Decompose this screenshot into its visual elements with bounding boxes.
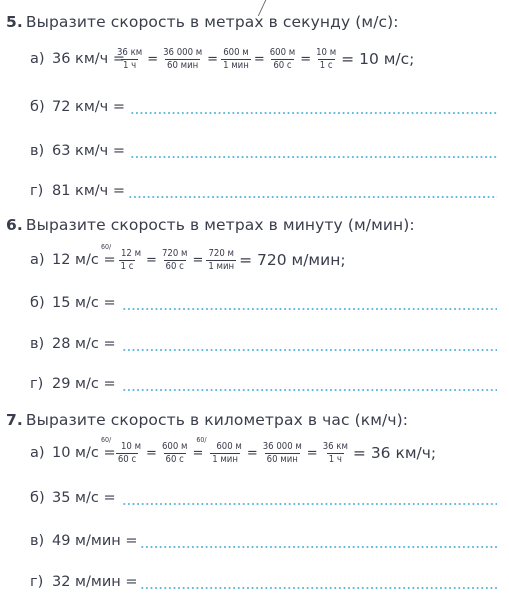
exercise-row-a (30, 39, 509, 79)
result: = 10 м/с; (341, 50, 415, 68)
equals-sign: = (306, 445, 318, 461)
exercise-label: а) 12 м/с = (30, 252, 116, 268)
task-heading-text: Выразите скорость в метрах в минуту (м/мин): (25, 216, 415, 234)
equals-sign: = (192, 445, 204, 461)
equals-sign: = (146, 252, 157, 268)
answer-line[interactable] (122, 308, 497, 310)
result: = 720 м/мин; (239, 251, 346, 269)
result: = 36 км/ч; (352, 444, 437, 462)
answer-line[interactable] (122, 503, 497, 505)
answer-line[interactable] (130, 112, 497, 114)
exercise-row-a (30, 433, 509, 473)
exercise-label: а) 36 км/ч = (30, 51, 125, 67)
worked-solution (101, 433, 437, 473)
fraction: $\frac{36 км}{1 ч}$ (117, 46, 143, 71)
fraction: $\frac{600 м}{60 с}$ (269, 46, 296, 71)
equals-sign: = (207, 51, 219, 67)
task-number: 5. (6, 13, 23, 31)
equals-sign: = (147, 51, 159, 67)
exercise-label: б) 35 м/с = (30, 490, 116, 506)
fraction: $\frac{720 м}{60 с}$ (161, 247, 188, 272)
answer-line[interactable] (130, 156, 497, 158)
fraction: $\frac{600 м}{60 с}$ (161, 440, 188, 465)
worked-solution (114, 39, 414, 79)
answer-line[interactable] (140, 546, 497, 548)
equals-sign: = (146, 445, 157, 461)
answer-line[interactable] (140, 587, 497, 589)
task-heading (6, 216, 415, 234)
answer-line[interactable] (128, 196, 497, 198)
task-heading-text: Выразите скорость в метрах в секунду (м/с): (25, 13, 399, 31)
answer-line[interactable] (122, 389, 497, 391)
fraction: $\frac{36 000 м}{\text{60 мин}}$ (262, 440, 302, 465)
exercise-label: а) 10 м/с = (30, 445, 116, 461)
fraction: 60/ 12 м 1 с (101, 242, 142, 272)
exercise-row-d (30, 364, 509, 404)
exercise-row-c (30, 131, 509, 171)
exercise-row-b (30, 478, 509, 518)
equals-sign: = (246, 445, 258, 461)
exercise-row-b (30, 87, 509, 127)
equals-sign: = (192, 252, 204, 268)
exercise-row-b (30, 283, 509, 323)
exercise-row-d (30, 562, 509, 602)
exercise-row-a (30, 240, 509, 280)
fraction: $\frac{36 000 м}{\text{60 мин}}$ (163, 46, 203, 71)
exercise-label: б) 15 м/с = (30, 295, 116, 311)
fraction: $\frac{10 м}{1 с}$ (316, 46, 337, 71)
task-number: 6. (6, 216, 23, 234)
fraction: 60/ 10 м 60 с (101, 435, 142, 465)
equals-sign: = (300, 51, 312, 67)
fraction: $\frac{600 м}{\text{1 мин}}$ (223, 46, 249, 71)
exercise-label: б) 72 км/ч = (30, 99, 125, 115)
task-number: 7. (6, 411, 23, 429)
fraction: 60/ 600 м 1 мин (196, 435, 242, 465)
exercise-row-c (30, 521, 509, 561)
exercise-label: г) 32 м/мин = (30, 574, 138, 590)
exercise-label: в) 28 м/с = (30, 336, 116, 352)
worked-solution (101, 240, 346, 280)
exercise-label: в) 49 м/мин = (30, 533, 138, 549)
exercise-label: г) 81 км/ч = (30, 183, 125, 199)
exercise-row-c (30, 324, 509, 364)
answer-line[interactable] (122, 349, 497, 351)
task-heading (6, 13, 399, 31)
task-heading (6, 411, 408, 429)
fraction: $\frac{36 км}{1 ч}$ (322, 440, 348, 465)
fraction: $\frac{720 м}{\text{1 мин}}$ (208, 247, 235, 272)
equals-sign: = (253, 51, 265, 67)
exercise-row-d (30, 171, 509, 211)
task-heading-text: Выразите скорость в километрах в час (км/ч): (25, 411, 409, 429)
exercise-label: в) 63 км/ч = (30, 143, 125, 159)
exercise-label: г) 29 м/с = (30, 376, 116, 392)
